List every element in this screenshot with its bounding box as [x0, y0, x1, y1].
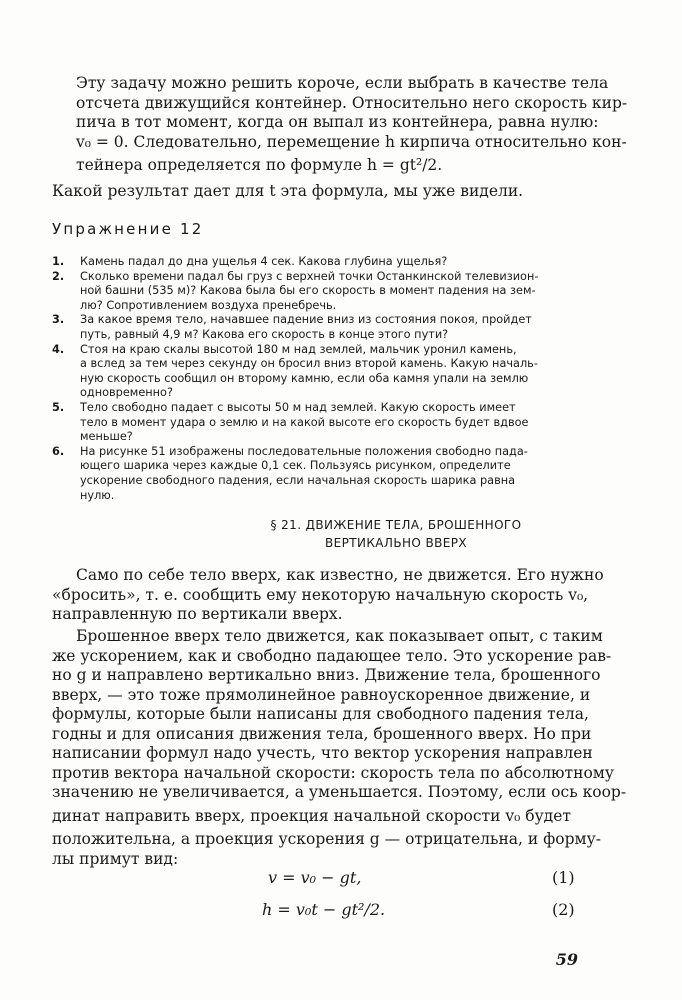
formula-1: v = v₀ − gt, [268, 868, 362, 887]
formula-2: h = v₀t − gt²/2. [262, 900, 386, 919]
section-title: § 21. ДВИЖЕНИЕ ТЕЛА, БРОШЕННОГО ВЕРТИКАЛЬНО ВВЕРХ [270, 518, 522, 550]
exercise-number: 6. [52, 444, 65, 458]
exercise-number: 1. [52, 255, 65, 268]
formula-1-number: (1) [552, 868, 575, 887]
exercise-number: 4. [52, 342, 65, 356]
exercise-item: 1. Камень падал до дна ущелья 4 сек. Какова глубина ущелья? [52, 255, 448, 268]
exercise-list [52, 255, 584, 503]
exercise-item: 5. Тело свободно падает с высоты 50 м над землей. Какую скорость имеет тело в момент удара о землю и на какой высоте его скорость будет вдвое меньше? [52, 400, 529, 444]
exercise-item: 3. За какое время тело, начавшее падение вниз из состояния покоя, пройдет путь, равный 4,9 м? Какова его скорость в конце этого пути? [52, 313, 532, 341]
exercise-number: 3. [52, 313, 65, 327]
exercise-item: 6. На рисунке 51 изображены последовательные положения свободно пада- ющего шарика через каждые 0,1 сек. Пользуясь рисунком, определите ускорение свободного падения, если начальная скорость шарика равна нулю. [52, 444, 528, 502]
exercise-item: 4. Стоя на краю скалы высотой 180 м над землей, мальчик уронил камень, а вслед за тем через секунду он бросил вниз второй камень. Какую началь- ную скорость сообщил он второму камню, если оба камня упали на землю одновременно? [52, 342, 538, 400]
exercise-item: 2. Сколько времени падал бы груз с верхней точки Останкинской телевизион- ной башни (535 м)? Какова была бы его скорость в момент падения на зем- лю? Сопротивлением воздуха пренебречь. [52, 269, 539, 312]
intro-line: пича в тот момент, когда он выпал из контейнера, равна нулю: [76, 113, 599, 131]
formula-2-number: (2) [552, 900, 575, 919]
intro-line: тейнера определяется по формуле h = gt²/2. [76, 156, 443, 174]
intro-line: Эту задачу можно решить короче, если выбрать в качестве тела [76, 74, 609, 92]
intro-line: отсчета движущийся контейнер. Относительно него скорость кир- [76, 93, 628, 112]
exercise-heading: Упражнение 12 [52, 220, 204, 238]
body-paragraph-1: Само по себе тело вверх, как известно, не движется. Его нужно «бросить», т. е. сообщить ему некоторую начальную скорость v₀, направленную по вертикали вверх. [52, 566, 604, 623]
exercise-number: 2. [52, 269, 65, 283]
exercise-number: 5. [52, 400, 65, 414]
intro-last-line: Какой результат дает для t эта формула, мы уже видели. [52, 182, 524, 200]
page-number: 59 [555, 950, 578, 969]
body-paragraph-2: Брошенное вверх тело движется, как показывает опыт, с таким же ускорением, как и свободно падающее тело. Это ускорение рав- но g и направлено вертикально вниз. Движение тела, брошенного вверх, — это тоже прямолинейное равноускоренное движение, и формулы, которые были написаны для свободного падения тела, годны и для описания движения тела, брошенного вверх. Но при написании формул надо учесть, что вектор ускорения направлен против вектора начальной скорости: скорость тела по абсолютному значению не увеличивается, а уменьшается. Поэтому, если ось коор- динат направить вверх, проекция начальной скорости v₀ будет положительна, а проекция ускорения g — отрицательна, и форму- лы примут вид: [52, 627, 627, 868]
intro-line: v₀ = 0. Следовательно, перемещение h кирпича относительно кон- [76, 132, 627, 151]
intro-paragraph [76, 74, 628, 176]
